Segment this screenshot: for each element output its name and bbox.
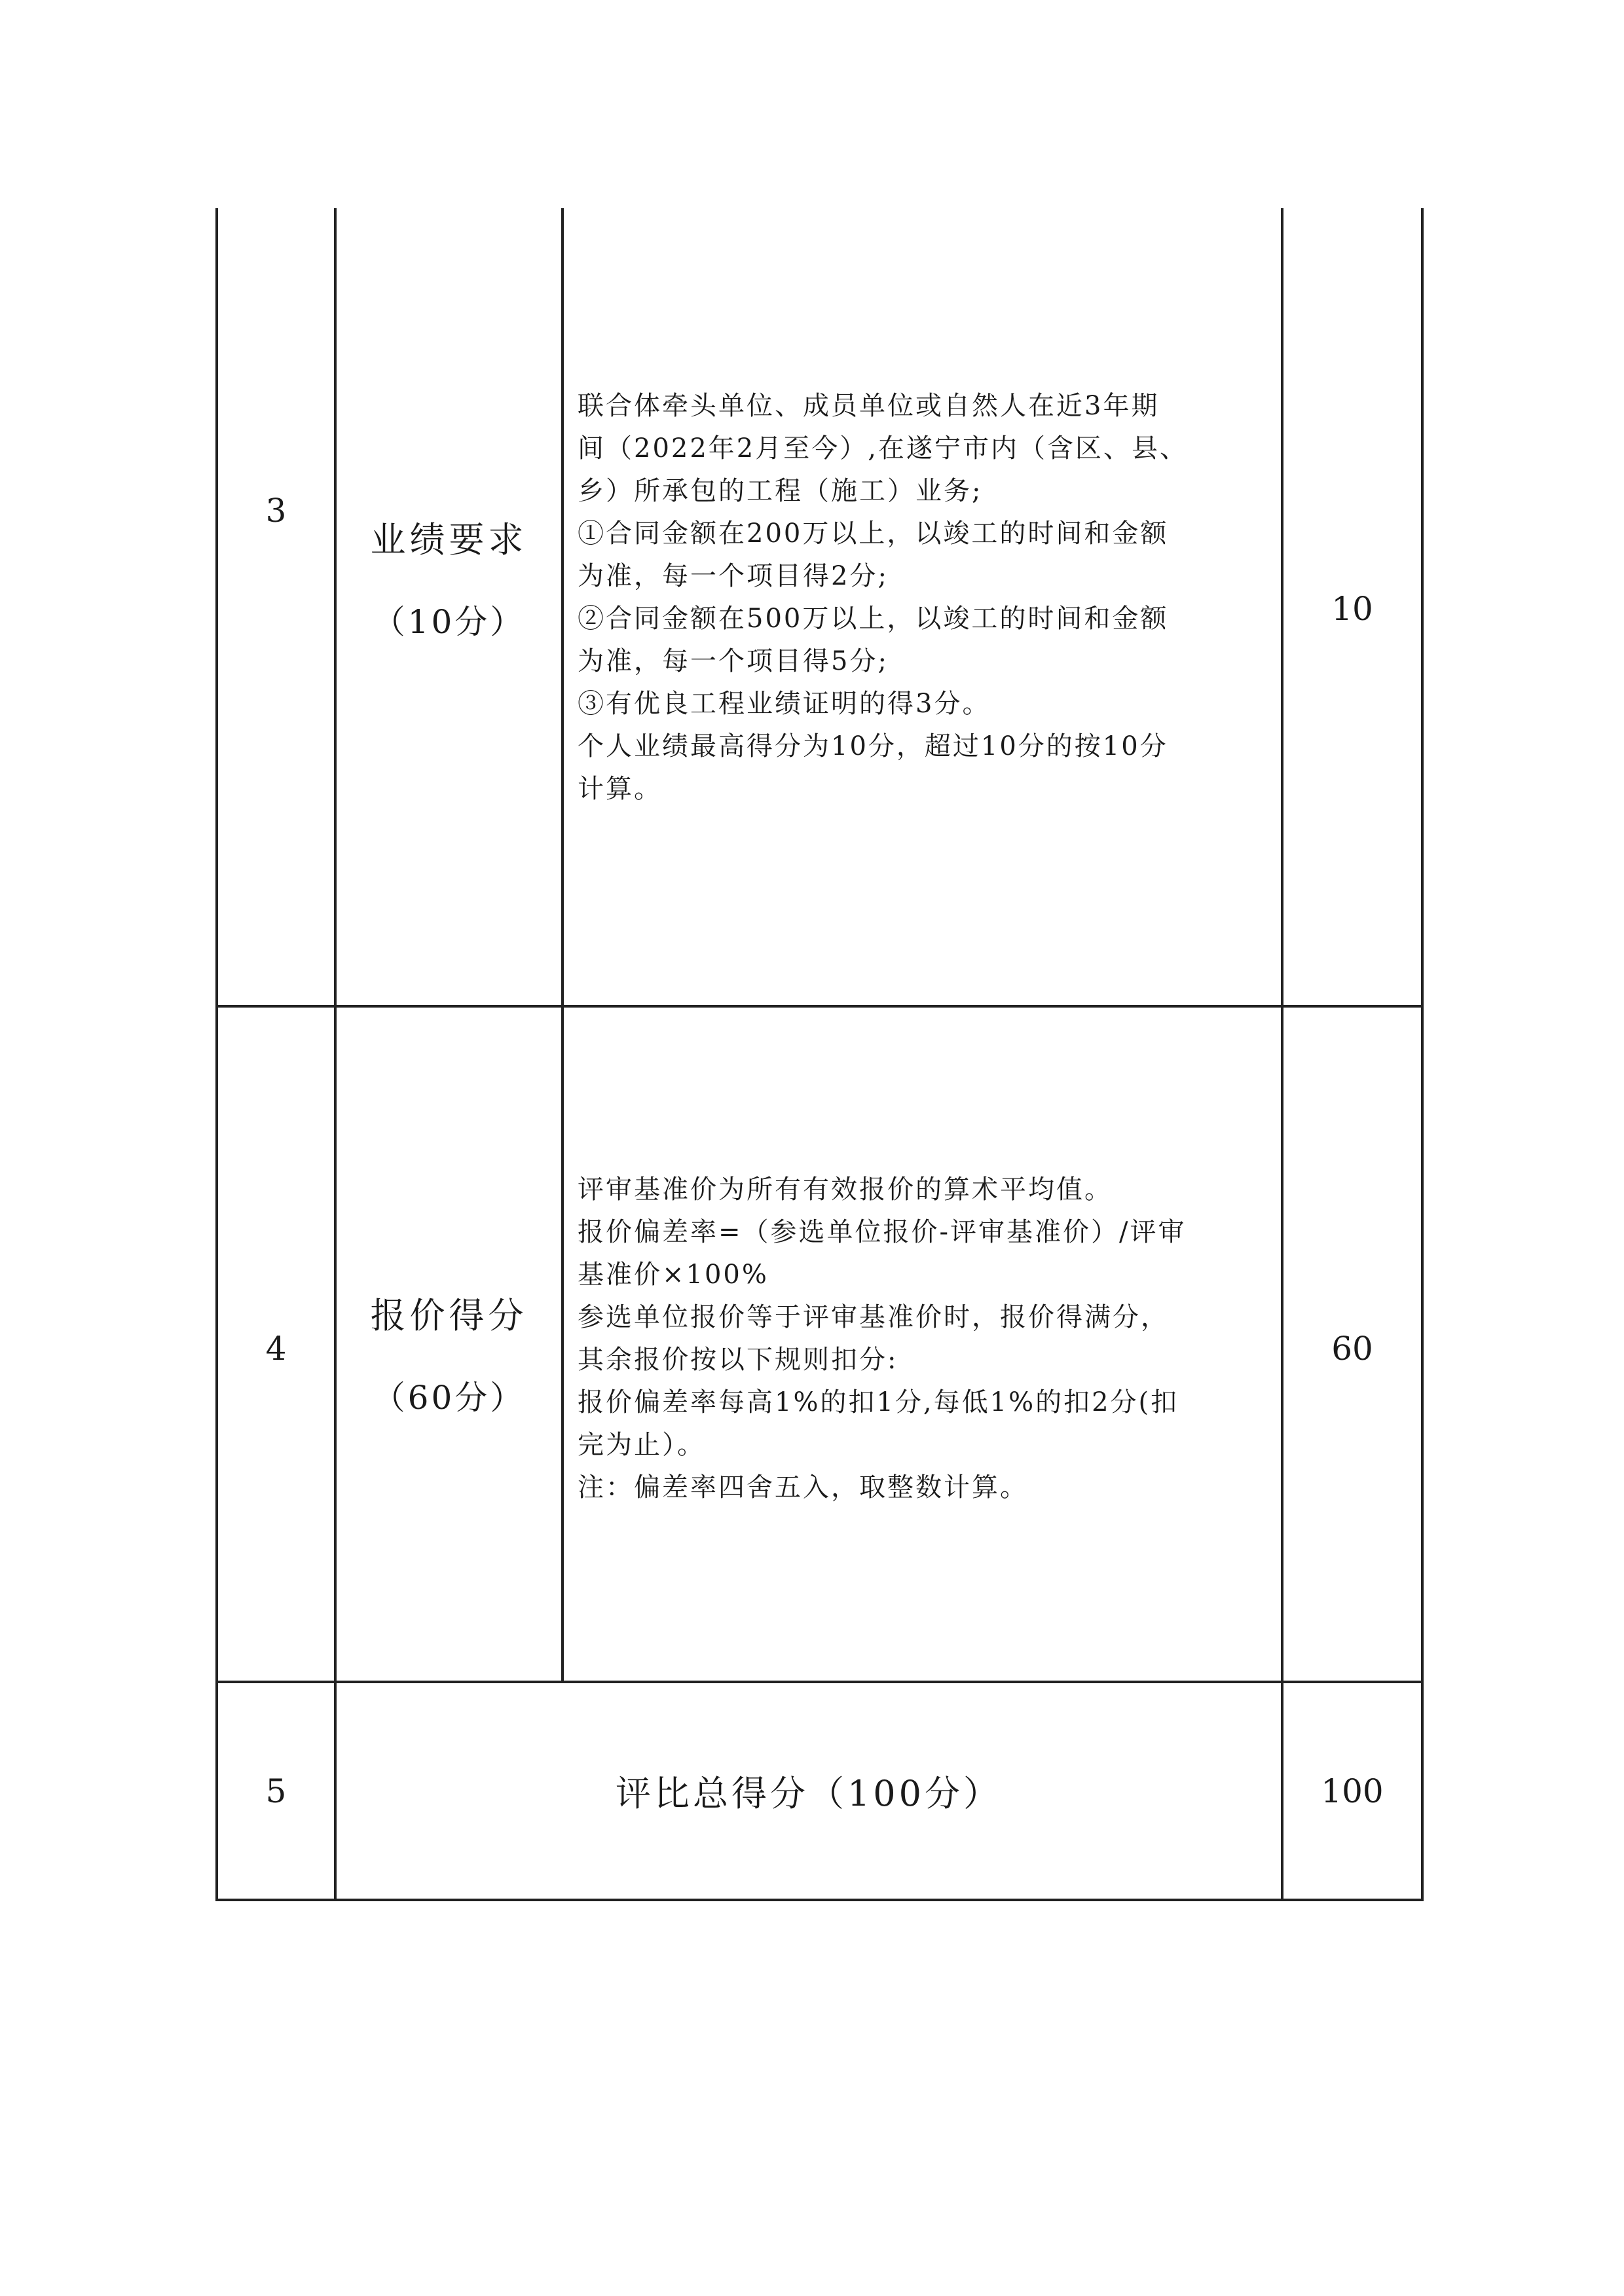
item-points: （10分） — [372, 603, 526, 641]
description-4 — [578, 1169, 1187, 1509]
description-line: 为准，每一个项目得5分; — [578, 646, 889, 676]
description-line: 报价偏差率每高1%的扣1分,每低1%的扣2分(扣 — [578, 1387, 1179, 1417]
description-line: 间（2022年2月至今）,在遂宁市内（含区、县、 — [578, 433, 1188, 464]
item-points: （60分） — [372, 1379, 526, 1417]
description-line: 其余报价按以下规则扣分: — [578, 1345, 898, 1375]
row-number-4: 4 — [265, 1330, 287, 1368]
row-number-5: 5 — [265, 1772, 287, 1810]
table-divider-col2 — [561, 208, 564, 1683]
description-line: 注：偏差率四舍五入，取整数计算。 — [578, 1472, 1028, 1503]
description-line: 基准价×100% — [578, 1260, 769, 1290]
description-line: 乡）所承包的工程（施工）业务; — [578, 476, 983, 506]
description-line: 报价偏差率=（参选单位报价-评审基准价）/评审 — [578, 1217, 1187, 1247]
total-label: 评比总得分（100分） — [615, 1773, 1003, 1814]
description-line: 评审基准价为所有有效报价的算术平均值。 — [578, 1175, 1113, 1205]
description-3 — [578, 385, 1188, 811]
table-border-bottom — [215, 1899, 1424, 1901]
score-3: 10 — [1331, 590, 1373, 628]
item-title: 业绩要求 — [370, 519, 528, 560]
item-cell-3 — [337, 458, 561, 707]
description-line: 联合体牵头单位、成员单位或自然人在近3年期 — [578, 391, 1160, 421]
description-line: ①合同金额在200万以上，以竣工的时间和金额 — [578, 519, 1169, 549]
description-line: 个人业绩最高得分为10分，超过10分的按10分 — [578, 731, 1168, 761]
score-4: 60 — [1331, 1330, 1373, 1368]
description-line: ②合同金额在500万以上，以竣工的时间和金额 — [578, 604, 1169, 634]
row-divider-3-4 — [215, 1005, 1424, 1008]
item-title: 报价得分 — [370, 1295, 528, 1336]
total-score: 100 — [1321, 1772, 1384, 1810]
description-line: 参选单位报价等于评审基准价时，报价得满分， — [578, 1302, 1169, 1332]
table-border-right — [1421, 208, 1424, 1901]
description-line: 完为止）。 — [578, 1430, 705, 1460]
description-line: 为准，每一个项目得2分; — [578, 561, 889, 591]
row-number-3: 3 — [265, 492, 287, 530]
table-divider-col3 — [1281, 208, 1283, 1901]
description-line: 计算。 — [578, 774, 662, 804]
description-line: ③有优良工程业绩证明的得3分。 — [578, 689, 991, 719]
item-cell-4 — [337, 1234, 561, 1483]
